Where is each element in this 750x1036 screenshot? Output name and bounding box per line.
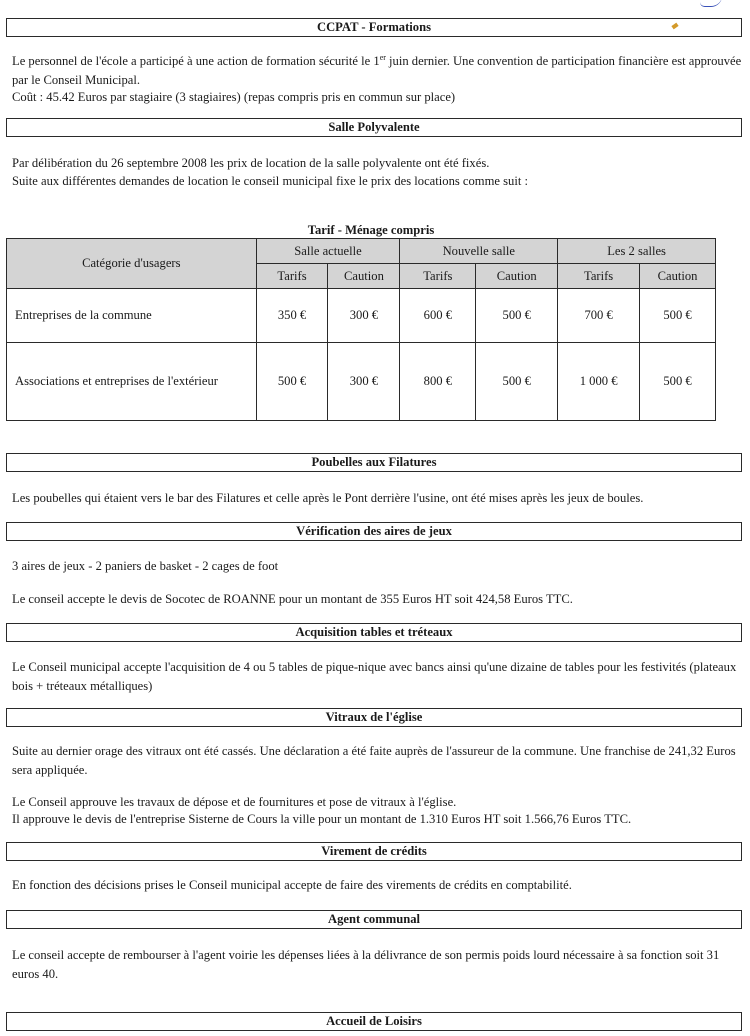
tables-paragraph: Le Conseil municipal accepte l'acquisition de 4 ou 5 tables de pique-nique avec bancs ainsi qu'une dizaine de tables pour les festivités (plateaux bois + tréteaux métalliques) — [12, 660, 737, 693]
table-cell: 350 € — [256, 289, 328, 343]
salle-paragraph-1: Par délibération du 26 septembre 2008 les prix de location de la salle polyvalente ont été fixés. — [12, 156, 490, 170]
section-header-vitraux: Vitraux de l'église — [6, 708, 742, 727]
subheader-tarifs: Tarifs — [256, 264, 328, 289]
subheader-tarifs: Tarifs — [558, 264, 640, 289]
section-header-verification: Vérification des aires de jeux — [6, 522, 742, 541]
tarif-table — [6, 238, 716, 421]
group-header: Nouvelle salle — [400, 239, 558, 264]
table-row — [7, 343, 716, 421]
table-cell: 700 € — [558, 289, 640, 343]
virement-paragraph: En fonction des décisions prises le Conseil municipal accepte de faire des virements de crédits en comptabilité. — [12, 878, 572, 892]
section-header-ccpat: CCPAT - Formations — [6, 18, 742, 37]
table-cell: 500 € — [640, 343, 716, 421]
section-header-salle: Salle Polyvalente — [6, 118, 742, 137]
table-cell: 800 € — [400, 343, 476, 421]
vitraux-paragraph-3: Il approuve le devis de l'entreprise Sisterne de Cours la ville pour un montant de 1.310 Euros HT soit 1.566,76 Euros TTC. — [12, 812, 632, 826]
verification-paragraph-2: Le conseil accepte le devis de Socotec de ROANNE pour un montant de 355 Euros HT soit 424,58 Euros TTC. — [12, 592, 573, 606]
group-header: Les 2 salles — [558, 239, 716, 264]
group-header: Salle actuelle — [256, 239, 400, 264]
subheader-caution: Caution — [328, 264, 400, 289]
table-cell: 500 € — [256, 343, 328, 421]
handwritten-mark — [700, 0, 722, 7]
table-title: Tarif - Ménage compris — [307, 223, 435, 237]
table-cell: 300 € — [328, 289, 400, 343]
category-header: Catégorie d'usagers — [7, 239, 257, 289]
ccpat-paragraph: Le personnel de l'école a participé à une action de formation sécurité le 1er juin dernier. Une convention de participation financière est approuvée par le Conseil Municipal. — [12, 52, 742, 87]
row-category: Entreprises de la commune — [7, 289, 257, 343]
table-cell: 300 € — [328, 343, 400, 421]
ccpat-cost: Coût : 45.42 Euros par stagiaire (3 stagiaires) (repas compris pris en commun sur place) — [12, 90, 456, 104]
table-cell: 500 € — [640, 289, 716, 343]
row-category: Associations et entreprises de l'extérieur — [7, 343, 257, 421]
table-cell: 600 € — [400, 289, 476, 343]
section-header-tables: Acquisition tables et tréteaux — [6, 623, 742, 642]
agent-paragraph: Le conseil accepte de rembourser à l'agent voirie les dépenses liées à la délivrance de son permis poids lourd nécessaire à sa fonction soit 31 euros 40. — [12, 948, 720, 981]
section-header-accueil: Accueil de Loisirs — [6, 1012, 742, 1031]
table-row — [7, 289, 716, 343]
verification-paragraph-1: 3 aires de jeux - 2 paniers de basket - 2 cages de foot — [12, 559, 279, 573]
vitraux-paragraph-2: Le Conseil approuve les travaux de dépose et de fournitures et pose de vitraux à l'église. — [12, 795, 457, 809]
subheader-caution: Caution — [640, 264, 716, 289]
section-header-virement: Virement de crédits — [6, 842, 742, 861]
vitraux-paragraph-1: Suite au dernier orage des vitraux ont été cassés. Une déclaration a été faite auprès de l'assureur de la commune. Une franchise de 241,32 Euros sera appliquée. — [12, 744, 736, 777]
table-cell: 1 000 € — [558, 343, 640, 421]
salle-paragraph-2: Suite aux différentes demandes de location le conseil municipal fixe le prix des locations comme suit : — [12, 174, 528, 188]
subheader-tarifs: Tarifs — [400, 264, 476, 289]
section-header-agent: Agent communal — [6, 910, 742, 929]
poubelles-paragraph: Les poubelles qui étaient vers le bar des Filatures et celle après le Pont derrière l'usine, ont été mises après les jeux de boules. — [12, 491, 644, 505]
table-cell: 500 € — [476, 343, 558, 421]
section-header-poubelles: Poubelles aux Filatures — [6, 453, 742, 472]
table-cell: 500 € — [476, 289, 558, 343]
subheader-caution: Caution — [476, 264, 558, 289]
